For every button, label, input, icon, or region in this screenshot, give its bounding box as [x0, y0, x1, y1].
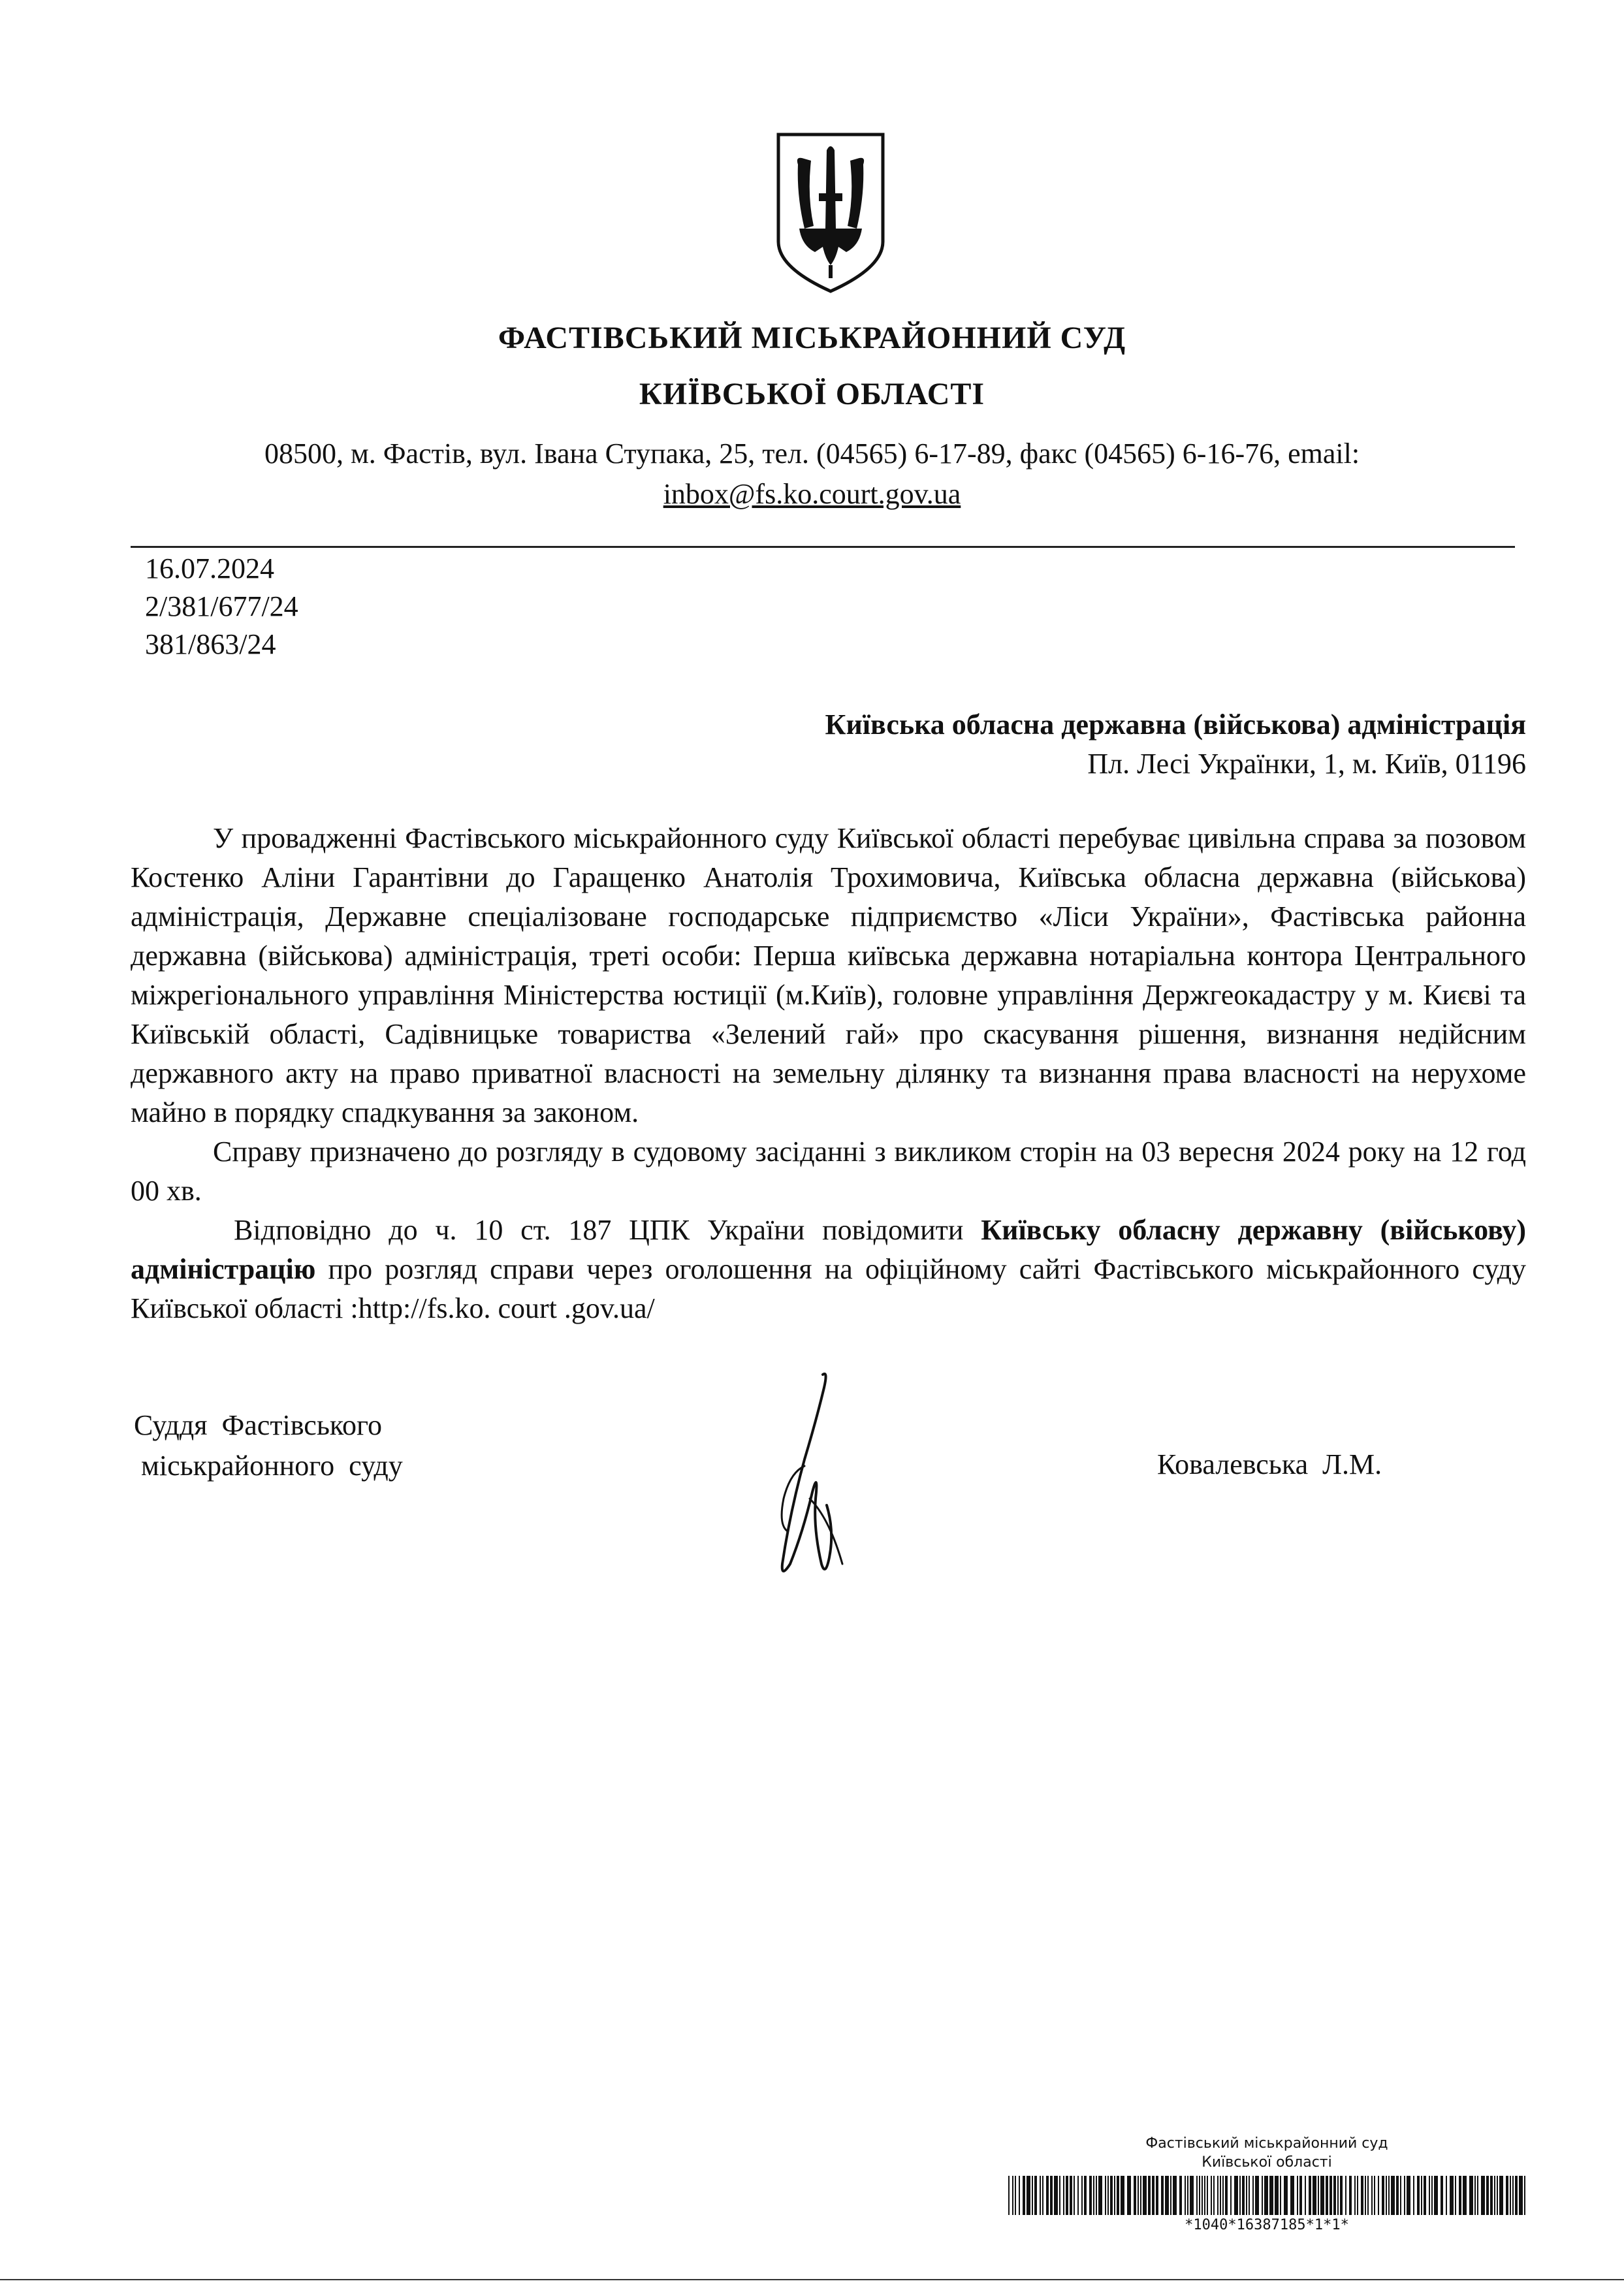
barcode-bar: [1042, 2176, 1043, 2215]
barcode-bar: [1490, 2176, 1493, 2215]
barcode-bar: [1034, 2176, 1037, 2215]
judge-title-line1: Суддя Фастівського: [134, 1409, 382, 1441]
barcode-bar: [1202, 2176, 1203, 2215]
barcode-bar: [1474, 2176, 1476, 2215]
barcode-bar: [1255, 2176, 1259, 2215]
barcode-bar: [1434, 2176, 1438, 2215]
barcode-bar: [1096, 2176, 1097, 2215]
barcode-bar: [1499, 2176, 1503, 2215]
barcode-bar: [1211, 2176, 1212, 2215]
barcode-bar: [1326, 2176, 1328, 2215]
barcode-bar: [1081, 2176, 1083, 2215]
stamp-court-name: Фастівський міськрайонний суд: [1145, 2135, 1388, 2152]
barcode-bar: [1140, 2176, 1141, 2215]
barcode-bar: [1510, 2176, 1511, 2215]
barcode-bar: [1421, 2176, 1422, 2215]
barcode-bar: [1173, 2176, 1177, 2215]
barcode-bar: [1239, 2176, 1241, 2215]
barcode-bar: [1165, 2176, 1169, 2215]
barcode-bar: [1337, 2176, 1339, 2215]
barcode-bar: [1190, 2176, 1194, 2215]
barcode-bar: [1463, 2176, 1467, 2215]
barcode-bar: [1262, 2176, 1263, 2215]
barcode-bar: [1284, 2176, 1288, 2215]
barcode-bar: [1098, 2176, 1102, 2215]
barcode-bar: [1275, 2176, 1279, 2215]
barcode-bar: [1441, 2176, 1443, 2215]
barcode-bar: [1019, 2176, 1020, 2215]
barcode-bar: [1481, 2176, 1485, 2215]
barcode-bar: [1066, 2176, 1068, 2215]
barcode-bar: [1407, 2176, 1410, 2215]
barcode-bar: [1264, 2176, 1268, 2215]
barcode-bar: [1365, 2176, 1366, 2215]
barcode-bar: [1230, 2176, 1232, 2215]
barcode-bar: [1070, 2176, 1072, 2215]
barcode-bar: [1309, 2176, 1311, 2215]
barcode-bar: [1305, 2176, 1306, 2215]
barcode-bar: [1477, 2176, 1478, 2215]
barcode-bar: [1134, 2176, 1136, 2215]
barcode-bar: [1388, 2176, 1390, 2215]
barcode-bar: [1297, 2176, 1298, 2215]
footer-divider: [0, 2279, 1624, 2280]
barcode-bar: [1429, 2176, 1430, 2215]
barcode-bar: [1400, 2176, 1401, 2215]
barcode-bar: [1455, 2176, 1456, 2215]
barcode-bar: [1074, 2176, 1075, 2215]
barcode-bar: [1185, 2176, 1186, 2215]
barcode-bar: [1290, 2176, 1294, 2215]
barcode-bar: [1374, 2176, 1375, 2215]
barcode-bar: [1506, 2176, 1508, 2215]
barcode-bar: [1252, 2176, 1254, 2215]
barcode-bar: [1152, 2176, 1154, 2215]
barcode-bar: [1084, 2176, 1087, 2215]
court-address: [131, 434, 1493, 515]
barcode-bar: [1077, 2176, 1079, 2215]
letter-body: [131, 819, 1526, 1328]
barcode-bar: [1313, 2176, 1316, 2215]
barcode-icon: [1006, 2176, 1528, 2215]
header-divider: [131, 546, 1515, 548]
recipient-org: Київська обласна державна (військова) адміністрація: [825, 709, 1526, 741]
barcode-bar: [1054, 2176, 1058, 2215]
barcode-bar: [1027, 2176, 1030, 2215]
barcode-bar: [1349, 2176, 1352, 2215]
barcode-bar: [1161, 2176, 1164, 2215]
barcode-bar: [1417, 2176, 1420, 2215]
body-paragraph-1: У провадженні Фастівського міськрайонного суду Київської області перебуває цивільна справа за позовом Костенко Аліни Гарантівни до Гаращенко Анатолія Трохимовича, Київська обласна державна (військова) адміністрація, Державне спеціалізоване господарське підприємство «Ліси України», Фастівська районна державна (військова) адміністрація, треті особи: Перша київська державна нотаріальна контора Центрального міжрегіонального управління Міністерства юстиції (м.Київ), головне управління Держгеокадастру у м. Києві та Київській області, Садівницьке товариства «Зелений гай» про скасування рішення, визнання недійсним державного акту на право приватної власності на земельну ділянку та визнання права власності на нерухоме майно в порядку спадкування за законом.: [131, 822, 1526, 1128]
barcode-bar: [1386, 2176, 1387, 2215]
barcode-bar: [1391, 2176, 1395, 2215]
paragraph3-end: про розгляд справи через оголошення на офіційному сайті Фастівського міськрайонного суду Київської області :http://fs.ko. court .gov.ua/: [131, 1253, 1526, 1324]
barcode-bar: [1170, 2176, 1171, 2215]
barcode-bar: [1023, 2176, 1025, 2215]
barcode-bar: [1179, 2176, 1182, 2215]
barcode-bar: [1040, 2176, 1041, 2215]
barcode-bar: [1093, 2176, 1094, 2215]
barcode-bar: [1196, 2176, 1198, 2215]
barcode-bar: [1187, 2176, 1188, 2215]
barcode-bar: [1199, 2176, 1200, 2215]
barcode-bar: [1446, 2176, 1447, 2215]
barcode-bar: [1015, 2176, 1016, 2215]
barcode-bar: [1110, 2176, 1113, 2215]
barcode-bar: [1032, 2176, 1033, 2215]
barcode-bar: [1524, 2176, 1525, 2215]
barcode-bar: [1046, 2176, 1049, 2215]
court-name-line1: ФАСТІВСЬКИЙ МІСЬКРАЙОННИЙ СУД: [498, 321, 1126, 355]
barcode-bar: [1138, 2176, 1139, 2215]
barcode-bar: [1234, 2176, 1238, 2215]
barcode-bar: [1320, 2176, 1324, 2215]
barcode-bar: [1299, 2176, 1302, 2215]
court-email-link[interactable]: inbox@fs.ko.court.gov.ua: [663, 478, 961, 510]
barcode-bar: [1249, 2176, 1250, 2215]
barcode-bar: [1367, 2176, 1369, 2215]
barcode-bar: [1107, 2176, 1109, 2215]
outgoing-number: 2/381/677/24: [145, 590, 298, 622]
barcode-bar: [1378, 2176, 1379, 2215]
barcode-bar: [1207, 2176, 1208, 2215]
barcode-bar: [1486, 2176, 1489, 2215]
barcode-bar: [1396, 2176, 1399, 2215]
barcode-bar: [1340, 2176, 1343, 2215]
barcode-bar: [1345, 2176, 1346, 2215]
handwritten-signature: [744, 1368, 875, 1584]
barcode-bar: [1217, 2176, 1218, 2215]
judge-name: Ковалевська Л.М.: [1157, 1448, 1382, 1480]
document-references: [145, 550, 298, 663]
barcode-bar: [1012, 2176, 1013, 2215]
barcode-bar: [1494, 2176, 1495, 2215]
barcode-bar: [1156, 2176, 1158, 2215]
barcode-bar: [1424, 2176, 1426, 2215]
barcode-bar: [1361, 2176, 1363, 2215]
barcode-bar: [1246, 2176, 1247, 2215]
barcode-bar: [1269, 2176, 1273, 2215]
barcode-bar: [1220, 2176, 1221, 2215]
barcode-bar: [1519, 2176, 1523, 2215]
barcode-bar: [1371, 2176, 1373, 2215]
barcode-bar: [1354, 2176, 1356, 2215]
barcode-bar: [1213, 2176, 1215, 2215]
coat-of-arms-icon: [773, 131, 888, 295]
case-number: 381/863/24: [145, 628, 276, 660]
barcode-bar: [1469, 2176, 1473, 2215]
barcode-bar: [1382, 2176, 1384, 2215]
barcode-bar: [1225, 2176, 1228, 2215]
barcode-bar: [1148, 2176, 1151, 2215]
barcode-bar: [1222, 2176, 1224, 2215]
document-date: 16.07.2024: [145, 552, 274, 584]
barcode-bar: [1404, 2176, 1405, 2215]
judge-title-line2: міськрайонного суду: [134, 1450, 403, 1482]
body-paragraph-3: [131, 1211, 1526, 1328]
barcode-bar: [1512, 2176, 1514, 2215]
barcode-bar: [1114, 2176, 1115, 2215]
barcode-bar: [1515, 2176, 1518, 2215]
recipient-block: [825, 705, 1526, 784]
barcode-bar: [1143, 2176, 1147, 2215]
paragraph3-start: Відповідно до ч. 10 ст. 187 ЦПК України повідомити: [234, 1214, 981, 1246]
barcode-bar: [1204, 2176, 1205, 2215]
registration-stamp: [1006, 2134, 1528, 2235]
court-address-text: 08500, м. Фастів, вул. Івана Ступака, 25, тел. (04565) 6-17-89, факс (04565) 6-16-76, email:: [264, 438, 1360, 470]
barcode-bar: [1333, 2176, 1336, 2215]
barcode-bar: [1497, 2176, 1498, 2215]
body-paragraph-2: Справу призначено до розгляду в судовому засіданні з викликом сторін на 03 вересня 2024 року на 12 год 00 хв.: [131, 1136, 1526, 1207]
barcode-bar: [1413, 2176, 1414, 2215]
barcode-bar: [1357, 2176, 1358, 2215]
stamp-region: Київської області: [1202, 2154, 1332, 2171]
barcode-number: *1040*16387185*1*1*: [1185, 2217, 1349, 2233]
recipient-address: Пл. Лесі Українки, 1, м. Київ, 01196: [1087, 748, 1526, 780]
barcode-bar: [1050, 2176, 1053, 2215]
barcode-bar: [1063, 2176, 1064, 2215]
court-name-line2: КИЇВСЬКОЇ ОБЛАСТІ: [639, 377, 985, 411]
barcode-bar: [1450, 2176, 1454, 2215]
barcode-bar: [1127, 2176, 1131, 2215]
barcode-bar: [1105, 2176, 1106, 2215]
judge-title: [134, 1405, 403, 1486]
barcode-bar: [1329, 2176, 1332, 2215]
paragraph3-bold-recipient: Київську обласну державну (військову) адміністрацію: [131, 1214, 1526, 1285]
barcode-bar: [1459, 2176, 1461, 2215]
barcode-bar: [1121, 2176, 1124, 2215]
barcode-bar: [1008, 2176, 1010, 2215]
barcode-bar: [1280, 2176, 1281, 2215]
barcode-bar: [1431, 2176, 1433, 2215]
barcode-bar: [1089, 2176, 1092, 2215]
barcode-bar: [1318, 2176, 1319, 2215]
barcode-bar: [1242, 2176, 1245, 2215]
barcode-bar: [1117, 2176, 1119, 2215]
barcode-bar: [1059, 2176, 1060, 2215]
